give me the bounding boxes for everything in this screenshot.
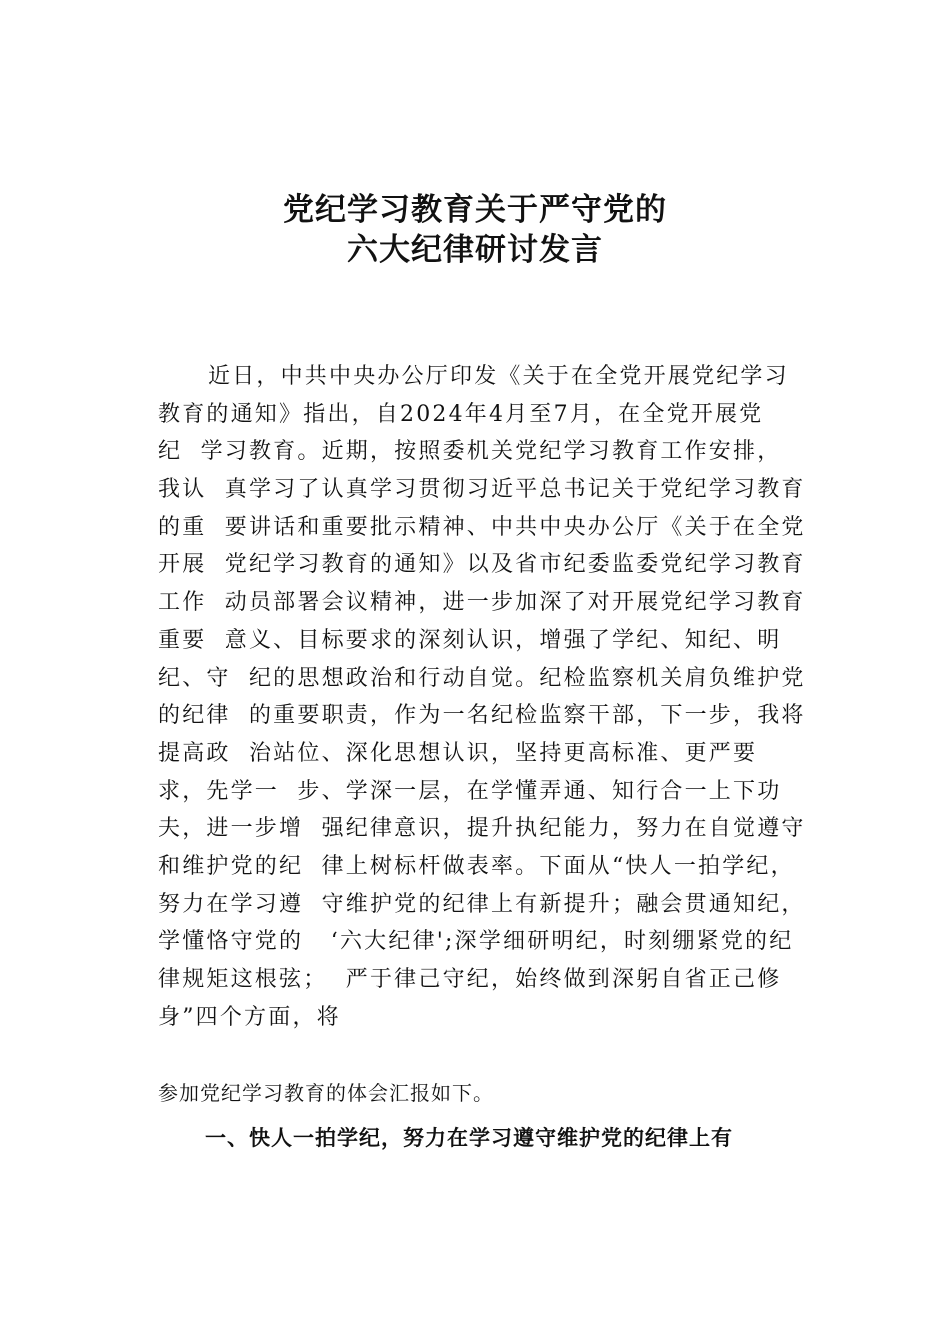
body-line: 提高政 治站位、深化思想认识，坚持更高标准、更严要 [158, 740, 758, 766]
body-line: 的重 要讲话和重要批示精神、中共中央办公厅《关于在全党 [158, 514, 806, 540]
body-line: 开展 党纪学习教育的通知》以及省市纪委监委党纪学习教育 [158, 552, 806, 578]
body-line: 夫，进一步增 强纪律意识，提升执纪能力，努力在自觉遵守 [158, 816, 806, 842]
body-line: 我认 真学习了认真学习贯彻习近平总书记关于党纪学习教育 [158, 477, 806, 503]
body-line: 的纪律 的重要职责，作为一名纪检监察干部，下一步，我将 [158, 703, 806, 729]
body-line: 身”四个方面，将 [158, 1004, 341, 1030]
body-line: 努力在学习遵 守维护党的纪律上有新提升；融会贯通知纪， [158, 891, 806, 917]
body-tail-line: 参加党纪学习教育的体会汇报如下。 [158, 1081, 494, 1105]
body-line: 求，先学一 步、学深一层，在学懂弄通、知行合一上下功 [158, 778, 782, 804]
body-line: 工作 动员部署会议精神，进一步加深了对开展党纪学习教育 [158, 590, 806, 616]
body-line: 重要 意义、目标要求的深刻认识，增强了学纪、知纪、明 [158, 627, 782, 653]
body-line: 律规矩这根弦； 严于律己守纪，始终做到深躬自省正己修 [158, 967, 782, 992]
section-heading-1: 一、快人一拍学纪，努力在学习遵守维护党的纪律上有 [205, 1126, 733, 1150]
document-title-line-1: 党纪学习教育关于严守党的 [283, 192, 667, 228]
document-title-line-2: 六大纪律研讨发言 [347, 232, 603, 268]
body-line: 和维护党的纪 律上树标杆做表率。下面从“快人一拍学纪， [158, 853, 795, 879]
body-line: 学懂恪守党的 ‘六大纪律';深学细研明纪，时刻绷紧党的纪 [158, 929, 794, 955]
body-line: 教育的通知》指出，自2024年4月至7月，在全党开展党 [158, 401, 764, 427]
body-line: 纪 学习教育。近期，按照委机关党纪学习教育工作安排， [158, 439, 782, 465]
body-paragraph [158, 358, 858, 1036]
body-line: 近日，中共中央办公厅印发《关于在全党开展党纪学习 [208, 364, 789, 389]
body-line: 纪、守 纪的思想政治和行动自觉。纪检监察机关肩负维护党 [158, 665, 806, 691]
